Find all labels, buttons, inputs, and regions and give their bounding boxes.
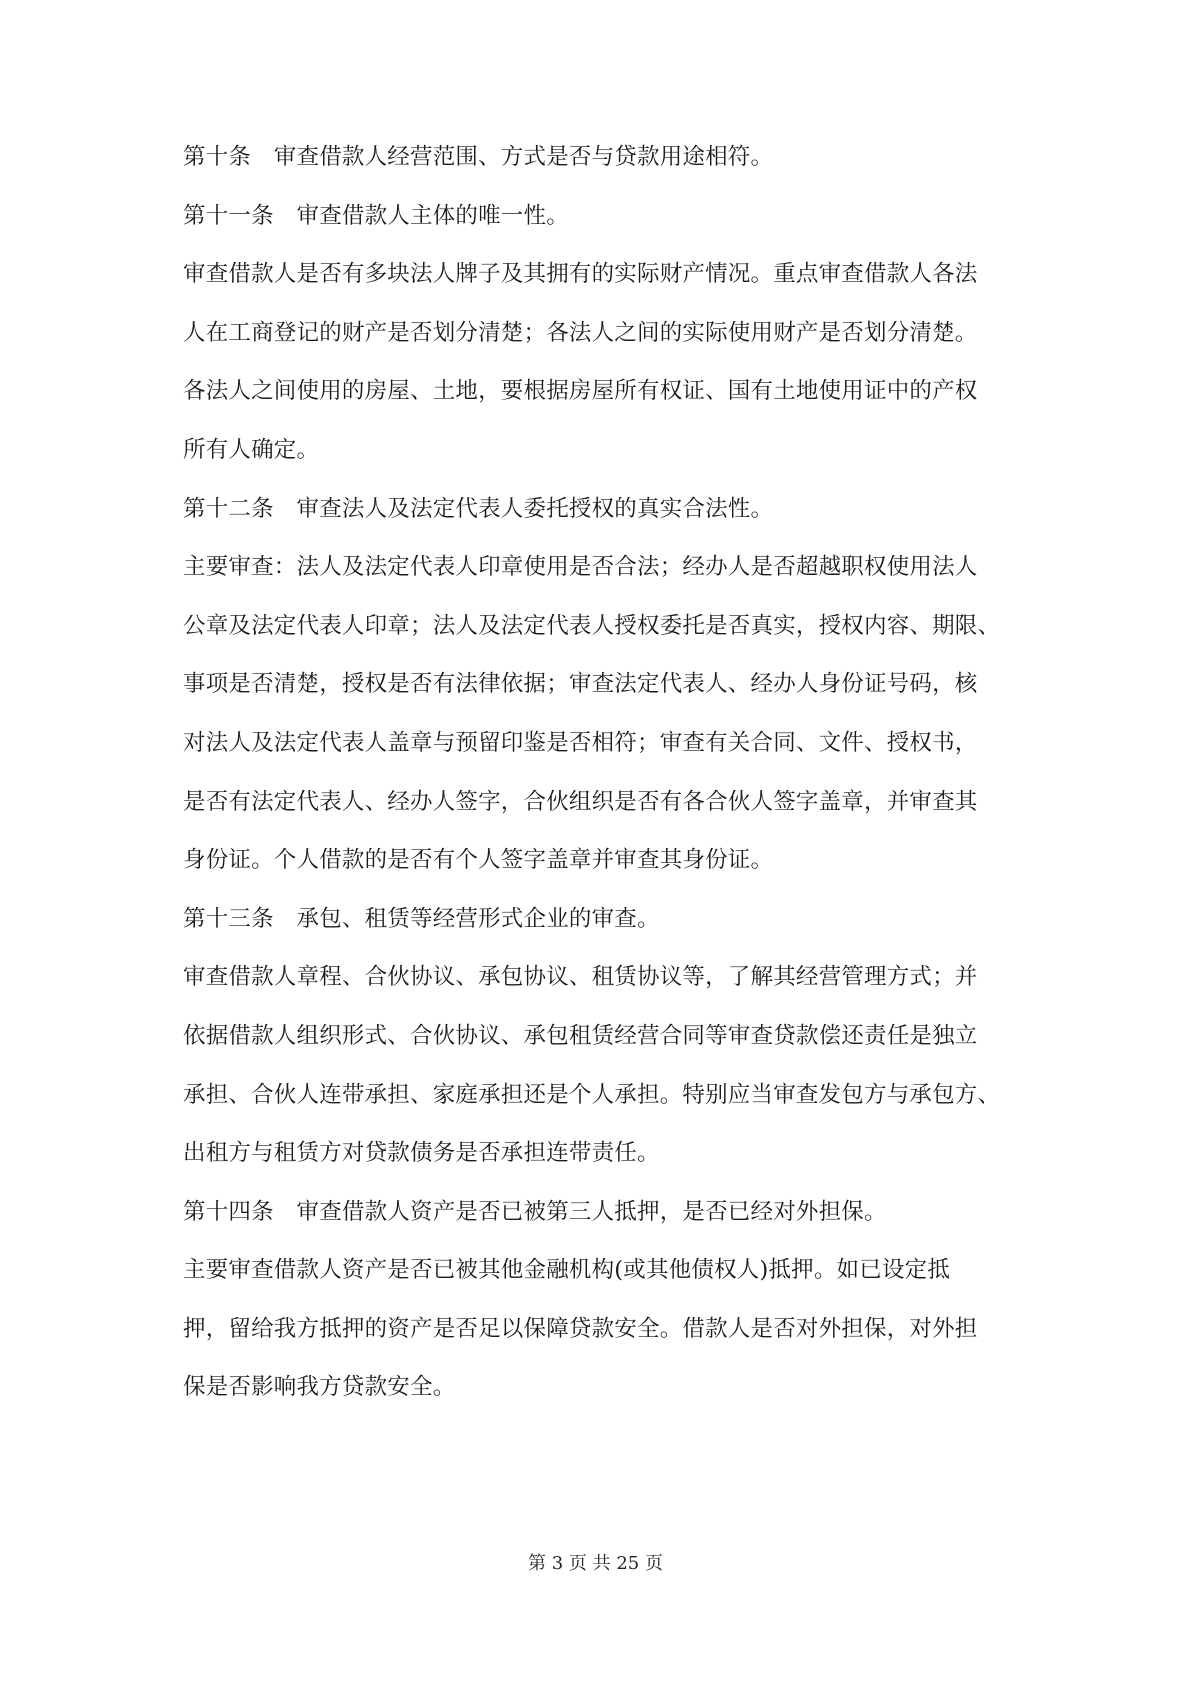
body-line: 保是否影响我方贷款安全。 <box>183 1374 456 1401</box>
body-line: 对法人及法定代表人盖章与预留印鉴是否相符；审查有关合同、文件、授权书， <box>183 729 978 756</box>
body-line: 所有人确定。 <box>183 436 320 463</box>
document-body <box>183 128 1013 1417</box>
body-line: 承担、合伙人连带承担、家庭承担还是个人承担。特别应当审查发包方与承包方、 <box>183 1081 1001 1108</box>
body-line: 身份证。个人借款的是否有个人签字盖章并审查其身份证。 <box>183 847 774 874</box>
article-11-heading: 第十一条 审查借款人主体的唯一性。 <box>183 202 569 229</box>
body-line: 主要审查借款人资产是否已被其他金融机构(或其他债权人)抵押。如已设定抵 <box>183 1257 951 1284</box>
body-line: 人在工商登记的财产是否划分清楚；各法人之间的实际使用财产是否划分清楚。 <box>183 319 978 346</box>
body-line: 出租方与租赁方对贷款债务是否承担连带责任。 <box>183 1140 660 1167</box>
body-line: 是否有法定代表人、经办人签字，合伙组织是否有各合伙人签字盖章，并审查其 <box>183 788 978 815</box>
body-line: 公章及法定代表人印章；法人及法定代表人授权委托是否真实，授权内容、期限、 <box>183 612 1001 639</box>
article-13-heading: 第十三条 承包、租赁等经营形式企业的审查。 <box>183 905 660 932</box>
body-line: 主要审查：法人及法定代表人印章使用是否合法；经办人是否超越职权使用法人 <box>183 554 978 581</box>
body-line: 押，留给我方抵押的资产是否足以保障贷款安全。借款人是否对外担保，对外担 <box>183 1315 978 1342</box>
body-line: 依据借款人组织形式、合伙协议、承包租赁经营合同等审查贷款偿还责任是独立 <box>183 1022 978 1049</box>
body-line: 审查借款人是否有多块法人牌子及其拥有的实际财产情况。重点审查借款人各法 <box>183 261 978 288</box>
article-10-heading: 第十条 审查借款人经营范围、方式是否与贷款用途相符。 <box>183 144 774 170</box>
body-line: 各法人之间使用的房屋、土地，要根据房屋所有权证、国有土地使用证中的产权 <box>183 378 978 405</box>
body-line: 审查借款人章程、合伙协议、承包协议、租赁协议等，了解其经营管理方式；并 <box>183 964 978 991</box>
article-12-heading: 第十二条 审查法人及法定代表人委托授权的真实合法性。 <box>183 495 774 522</box>
body-line: 事项是否清楚，授权是否有法律依据；审查法定代表人、经办人身份证号码，核 <box>183 671 978 698</box>
page-number-footer: 第 3 页 共 25 页 <box>528 1553 663 1574</box>
article-14-heading: 第十四条 审查借款人资产是否已被第三人抵押，是否已经对外担保。 <box>183 1198 887 1225</box>
